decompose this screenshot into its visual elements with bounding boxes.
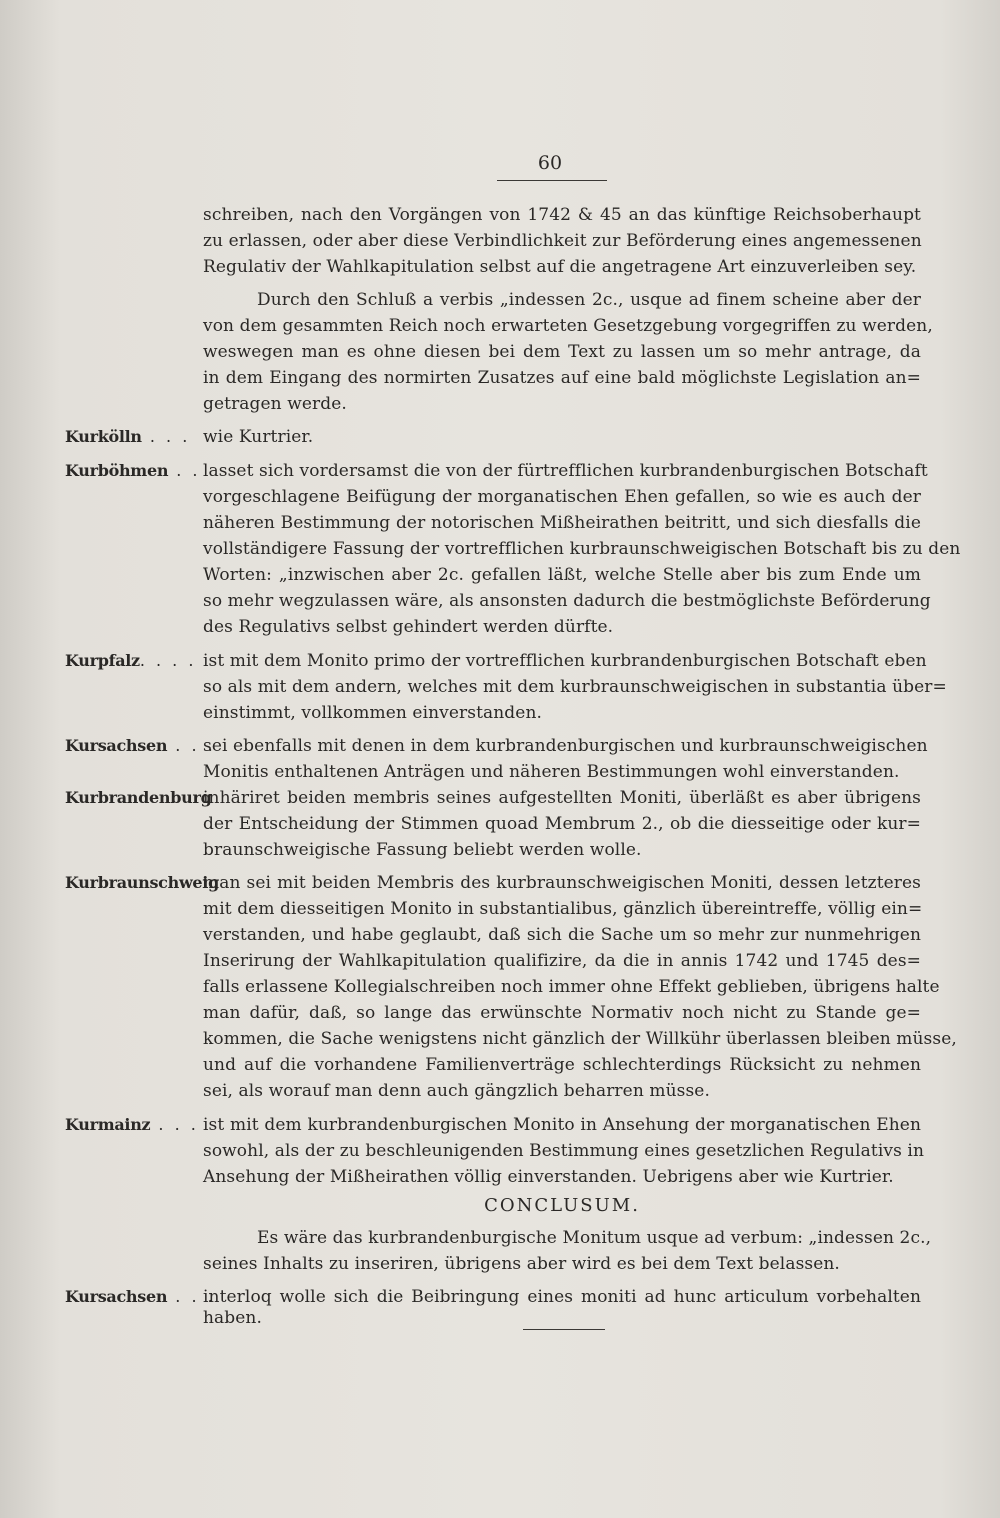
text-line: vollständigere Fassung der vortrefflichen kurbraunschweigischen Botschaft bis zu den [203,539,961,559]
text-line: Monitis enthaltenen Anträgen und näheren Bestimmungen wohl einverstanden. [203,762,900,782]
text-line: ist mit dem Monito primo der vortrefflichen kurbrandenburgischen Botschaft eben [203,651,927,671]
text-line: und auf die vorhandene Familienverträge schlechterdings Rücksicht zu nehmen [203,1055,921,1075]
text-line: seines Inhalts zu inseriren, übrigens aber wird es bei dem Text belassen. [203,1254,840,1274]
text-line: schreiben, nach den Vorgängen von 1742 & 45 an das künftige Reichsoberhaupt [203,205,921,225]
text-line: wie Kurtrier. [203,427,314,447]
closing-rule [523,1329,605,1330]
text-line: Regulativ der Wahlkapitulation selbst auf die angetragene Art einzuverleiben sey. [203,257,917,277]
speaker-label: Kurpfalz. . . . [65,651,197,670]
text-line: so mehr wegzulassen wäre, als ansonsten dadurch die bestmöglichste Beförderung [203,591,931,611]
text-line: der Entscheidung der Stimmen quoad Membrum 2., ob die diesseitige oder kur= [203,814,921,834]
text-line: braunschweigische Fassung beliebt werden wolle. [203,840,642,860]
text-line: zu erlassen, oder aber diese Verbindlichkeit zur Beförderung eines angemessenen [203,231,922,251]
text-line: man sei mit beiden Membris des kurbraunschweigischen Moniti, dessen letzteres [203,873,921,893]
text-line: Inserirung der Wahlkapitulation qualifizire, da die in annis 1742 und 1745 des= [203,951,921,971]
text-line: des Regulativs selbst gehindert werden dürfte. [203,617,614,637]
speaker-label: Kurmainz . . . [65,1115,199,1134]
speaker-label: Kurböhmen . . [65,461,201,480]
text-line: sei, als worauf man denn auch gängzlich beharren müsse. [203,1081,710,1101]
text-line: falls erlassene Kollegialschreiben noch immer ohne Effekt geblieben, übrigens halte [203,977,940,997]
text-line: haben. [203,1308,262,1328]
conclusum-heading: CONCLUSUM. [484,1195,640,1216]
text-line: verstanden, und habe geglaubt, daß sich die Sache um so mehr zur nunmehrigen [203,925,921,945]
speaker-label: Kurkölln . . . [65,427,191,446]
speaker-label: Kurbrandenburg [65,788,212,807]
text-line: kommen, die Sache wenigstens nicht gänzlich der Willkühr überlassen bleiben müsse, [203,1029,957,1049]
text-line: mit dem diesseitigen Monito in substantialibus, gänzlich übereintreffe, völlig ein= [203,899,923,919]
text-line: vorgeschlagene Beifügung der morganatischen Ehen gefallen, so wie es auch der [203,487,921,507]
text-line: einstimmt, vollkommen einverstanden. [203,703,542,723]
text-line: Es wäre das kurbrandenburgische Monitum usque ad verbum: „indessen 2c., [257,1228,932,1248]
text-line: Worten: „inzwischen aber 2c. gefallen läßt, welche Stelle aber bis zum Ende um [203,565,921,585]
page-number-rule [497,180,607,181]
text-line: man dafür, daß, so lange das erwünschte Normativ noch nicht zu Stande ge= [203,1003,921,1023]
text-line: ist mit dem kurbrandenburgischen Monito in Ansehung der morganatischen Ehen [203,1115,921,1135]
page-number: 60 [537,152,563,174]
text-line: Durch den Schluß a verbis „indessen 2c., usque ad finem scheine aber der [257,290,921,310]
text-line: weswegen man es ohne diesen bei dem Text zu lassen um so mehr antrage, da [203,342,921,362]
text-line: so als mit dem andern, welches mit dem kurbraunschweigischen in substantia über= [203,677,947,697]
speaker-label: Kurbraunschweig [65,873,219,892]
text-line: lasset sich vordersamst die von der fürtrefflichen kurbrandenburgischen Botschaft [203,461,928,481]
speaker-label: Kursachsen . . . [65,1287,216,1306]
text-line: sei ebenfalls mit denen in dem kurbrandenburgischen und kurbraunschweigischen [203,736,928,756]
text-line: von dem gesammten Reich noch erwarteten Gesetzgebung vorgegriffen zu werden, [203,316,933,336]
text-line: sowohl, als der zu beschleunigenden Bestimmung eines gesetzlichen Regulativs in [203,1141,925,1161]
text-line: Ansehung der Mißheirathen völlig einverstanden. Uebrigens aber wie Kurtrier. [203,1167,894,1187]
text-line: getragen werde. [203,394,347,414]
text-line: näheren Bestimmung der notorischen Mißheirathen beitritt, und sich diesfalls die [203,513,921,533]
text-line: in dem Eingang des normirten Zusatzes auf eine bald möglichste Legislation an= [203,368,921,388]
speaker-label: Kursachsen . . . [65,736,216,755]
text-line: inhäriret beiden membris seines aufgestellten Moniti, überläßt es aber übrigens [203,788,921,808]
text-line: interloq wolle sich die Beibringung eines moniti ad hunc articulum vorbehalten [203,1287,921,1307]
